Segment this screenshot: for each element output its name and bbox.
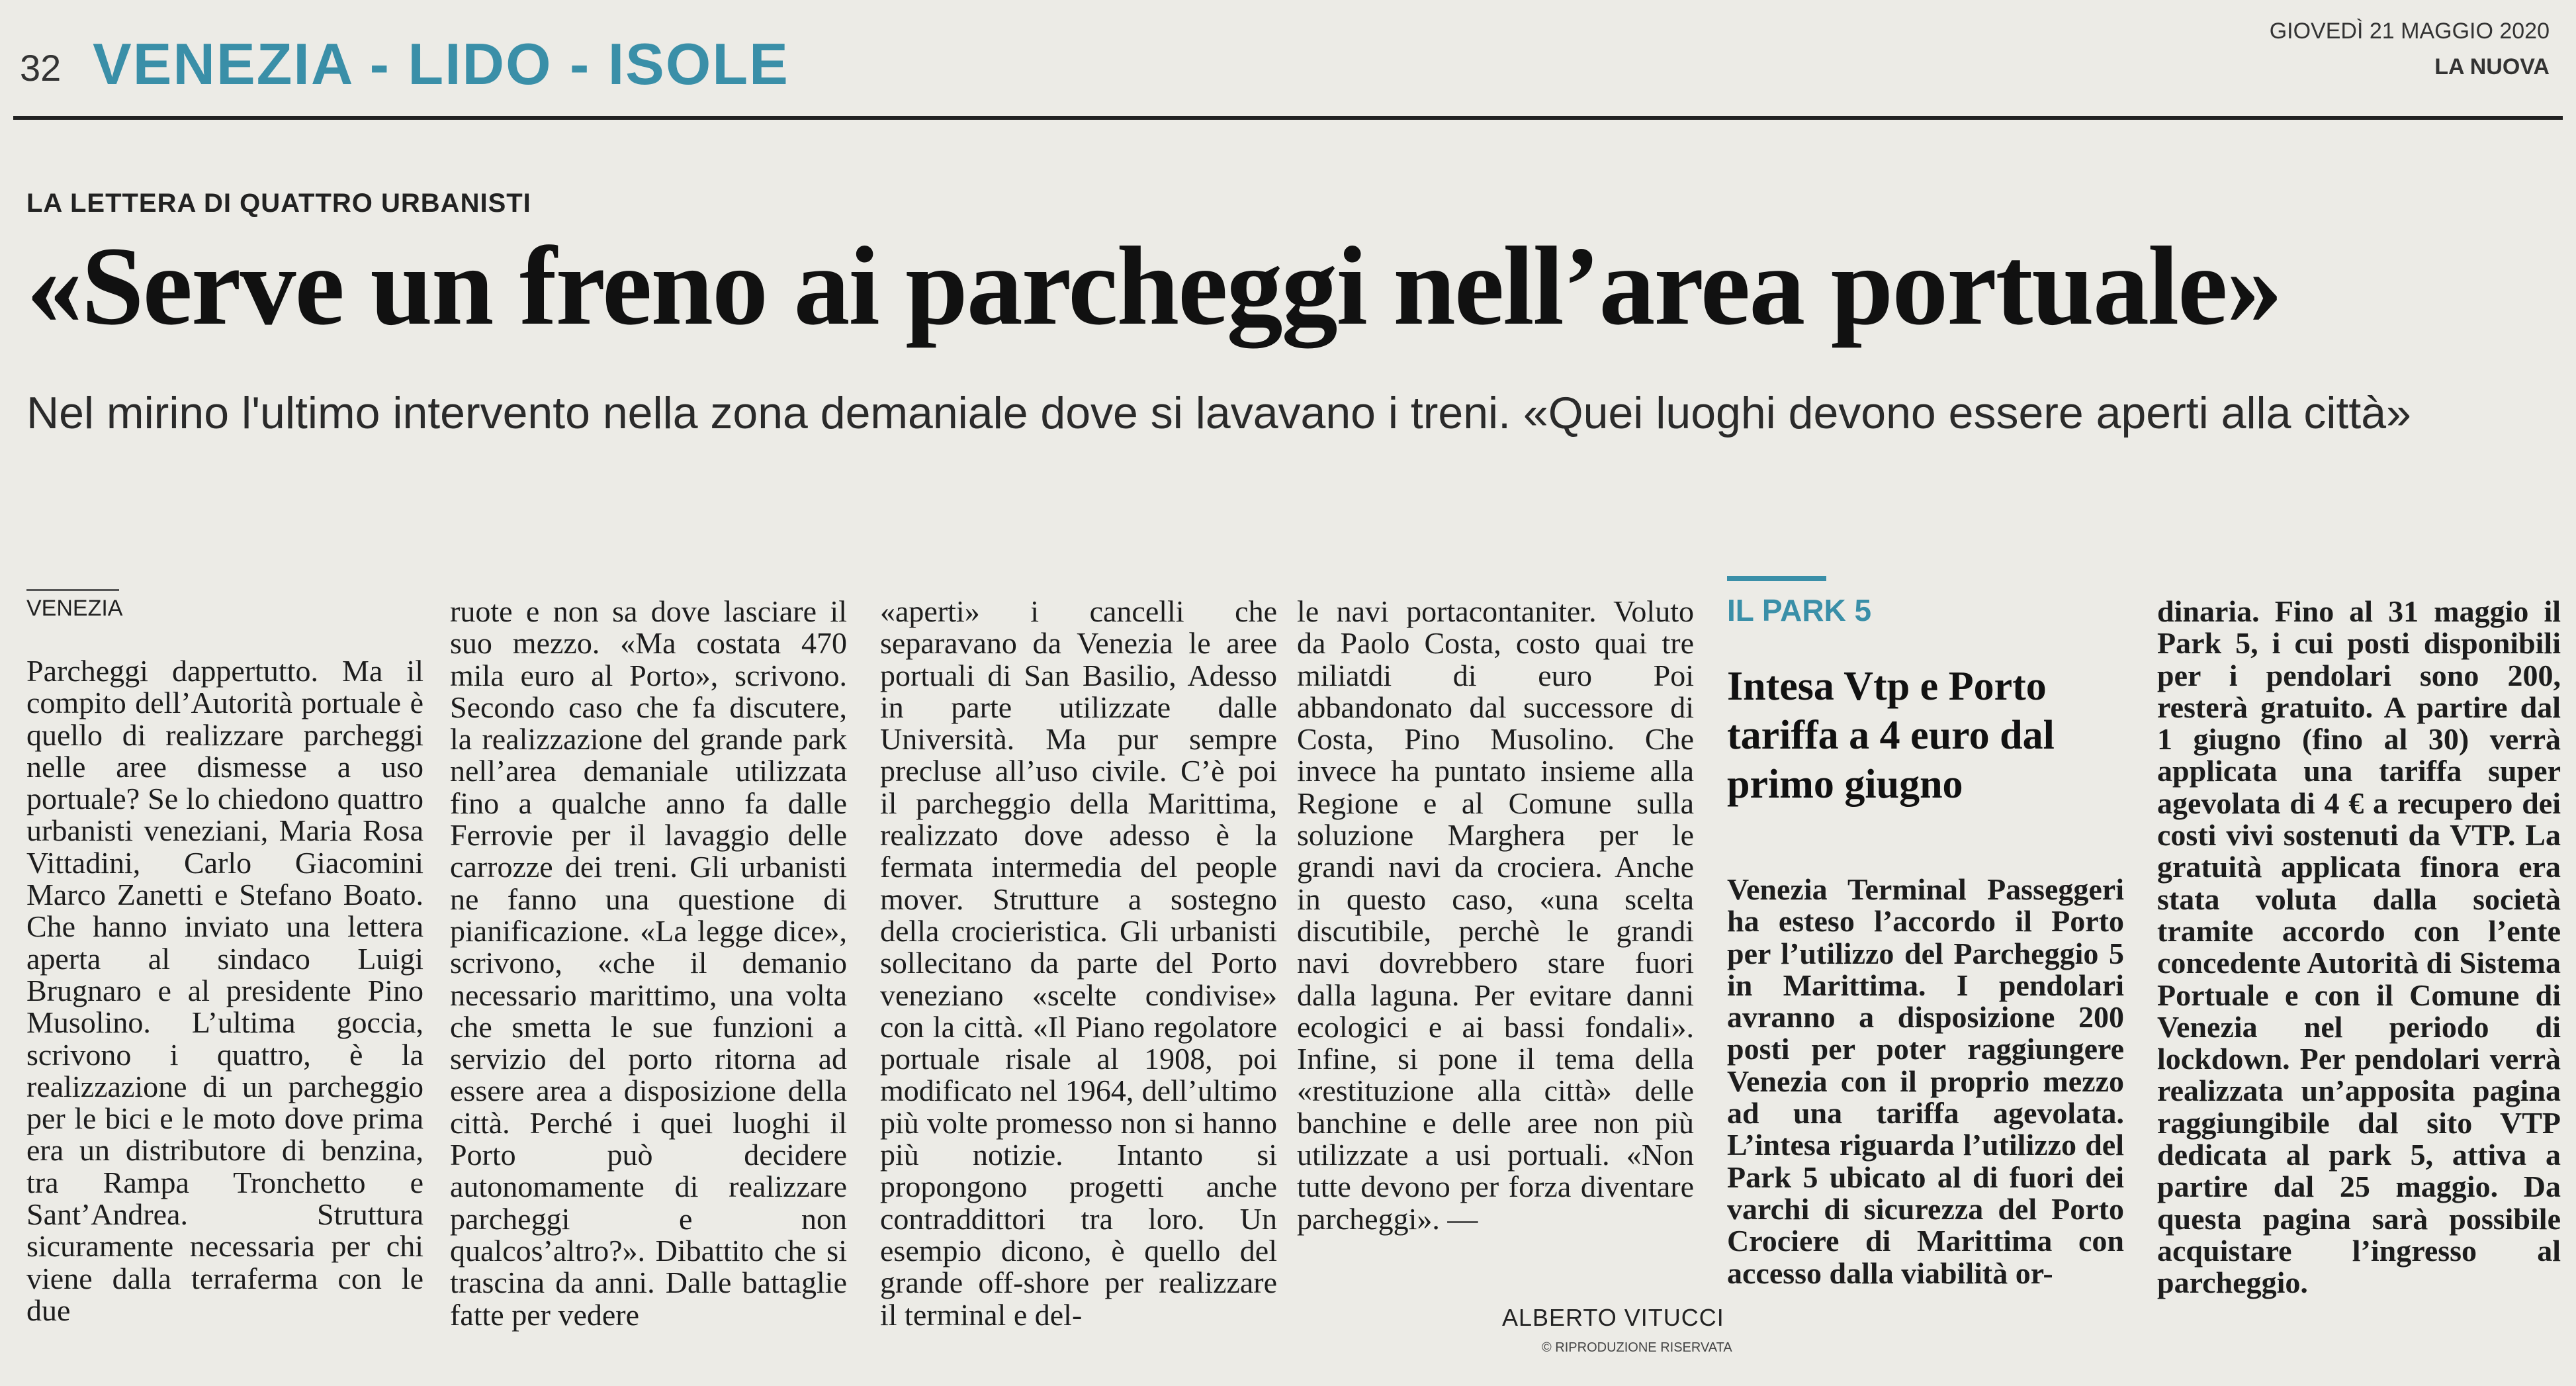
sidebar-kicker: IL PARK 5	[1727, 593, 1872, 627]
sidebar-accent-rule	[1727, 576, 1826, 581]
section-title: VENEZIA - LIDO - ISOLE	[93, 31, 789, 97]
newspaper-name: LA NUOVA	[2434, 54, 2550, 79]
article-column-2: ruote e non sa dove lasciare il suo mezzo. «Ma costata 470 mila euro al Porto», scrivono. Secondo caso che fa discutere, la realizzazione del grande park nell’area demaniale utilizzata fino a qualche anno fa dalle Ferrovie per il lavaggio delle carrozze dei treni. Gli urbanisti ne fanno una questione di pianificazione. «La legge dice», scrivono, «che il demanio necessario marittimo, una volta che smetta le sue funzioni a servizio del porto ritorna ad essere area a disposizione della città. Perché i quei luoghi il Porto può decidere autonomamente di realizzare parcheggi e non qualcos’altro?». Dibattito che si trascina da anni. Dalle battaglie fatte per vedere	[450, 596, 847, 1332]
page-number: 32	[20, 47, 62, 89]
dateline: VENEZIA	[26, 596, 123, 621]
sidebar-column-1: Venezia Terminal Passeggeri ha esteso l’accordo il Porto per l’utilizzo del Parcheggio 5 in Marittima. I pendolari avranno a disposizione 200 posti per poter raggiungere Venezia con il proprio mezzo ad una tariffa agevolata. L’intesa riguarda l’utilizzo del Park 5 ubicato al di fuori dei varchi di sicurezza del Porto Crociere di Marittima con accesso dalla viabilità or-	[1727, 874, 2124, 1290]
article-kicker: LA LETTERA DI QUATTRO URBANISTI	[26, 189, 531, 218]
article-column-3: «aperti» i cancelli che separavano da Venezia le aree portuali di San Basilio, Adesso in parte utilizzate dalle Università. Ma pur sempre precluse all’uso civile. C’è poi il parcheggio della Marittima, realizzato dove adesso è la fermata intermedia del people mover. Strutture a sostegno della crocieristica. Gli urbanisti sollecitano da parte del Porto veneziano «scelte condivise» con la città. «Il Piano regolatore portuale risale al 1908, poi modificato nel 1964, dell’ultimo più volte promesso non si hanno più notizie. Intanto si propongono progetti anche contraddittori tra loro. Un esempio dicono, è quello del grande off-shore per realizzare il terminal e del-	[880, 596, 1277, 1332]
issue-date: GIOVEDÌ 21 MAGGIO 2020	[2269, 19, 2550, 44]
header-divider	[13, 116, 2563, 120]
byline: ALBERTO VITUCCI	[1502, 1304, 1724, 1331]
sidebar-headline: Intesa Vtp e Porto tariffa a 4 euro dal primo giugno	[1727, 664, 2055, 807]
masthead-info	[2270, 13, 2550, 85]
copyright-notice: © RIPRODUZIONE RISERVATA	[1542, 1340, 1732, 1355]
article-subheadline: Nel mirino l'ultimo intervento nella zona demaniale dove si lavavano i treni. «Quei luoghi devono essere aperti alla città»	[26, 388, 2411, 438]
article-column-4: le navi portacontaniter. Voluto da Paolo Costa, costo quai tre miliatdi di euro Poi abbandonato dal successore di Costa, Pino Musolino. Che invece ha puntato insieme alla Regione e al Comune sulla soluzione Marghera per le grandi navi da crociera. Anche in questo caso, «una scelta discutibile, perchè le grandi navi dovrebbero stare fuori dalla laguna. Per evitare danni ecologici e ai bassi fondali». Infine, si pone il tema della «restituzione alla città» delle banchine e delle aree non più utilizzate a usi portuali. «Non tutte devono per forza diventare parcheggi». —	[1297, 596, 1694, 1236]
article-column-1: Parcheggi dappertutto. Ma il compito dell’Autorità portuale è quello di realizzare parcheggi nelle aree dismesse a uso portuale? Se lo chiedono quattro urbanisti veneziani, Maria Rosa Vittadini, Carlo Giacomini Marco Zanetti e Stefano Boato. Che hanno inviato una lettera aperta al sindaco Luigi Brugnaro e al presidente Pino Musolino. L’ultima goccia, scrivono i quattro, è la realizzazione di un parcheggio per le bici e le moto dove prima era un distributore di benzina, tra Rampa Tronchetto e Sant’Andrea. Struttura sicuramente necessaria per chi viene dalla terraferma con le due	[26, 655, 423, 1327]
article-headline: «Serve un freno ai parcheggi nell’area portuale»	[26, 224, 2282, 348]
dateline-divider	[26, 589, 119, 591]
sidebar-column-2: dinaria. Fino al 31 maggio il Park 5, i cui posti disponibili per i pendolari sono 200, resterà gratuito. A partire dal 1 giugno (fino al 30) verrà applicata una tariffa super agevolata di 4 € a recupero dei costi vivi sostenuti da VTP. La gratuità applicata finora era stata voluta dalla società tramite accordo con l’ente concedente Autorità di Sistema Portuale e con il Comune di Venezia nel periodo di lockdown. Per pendolari verrà realizzata un’apposita pagina raggiungibile dal sito VTP dedicata al park 5, attiva a partire dal 25 maggio. Da questa pagina sarà possibile acquistare l’ingresso al parcheggio.	[2157, 596, 2561, 1300]
